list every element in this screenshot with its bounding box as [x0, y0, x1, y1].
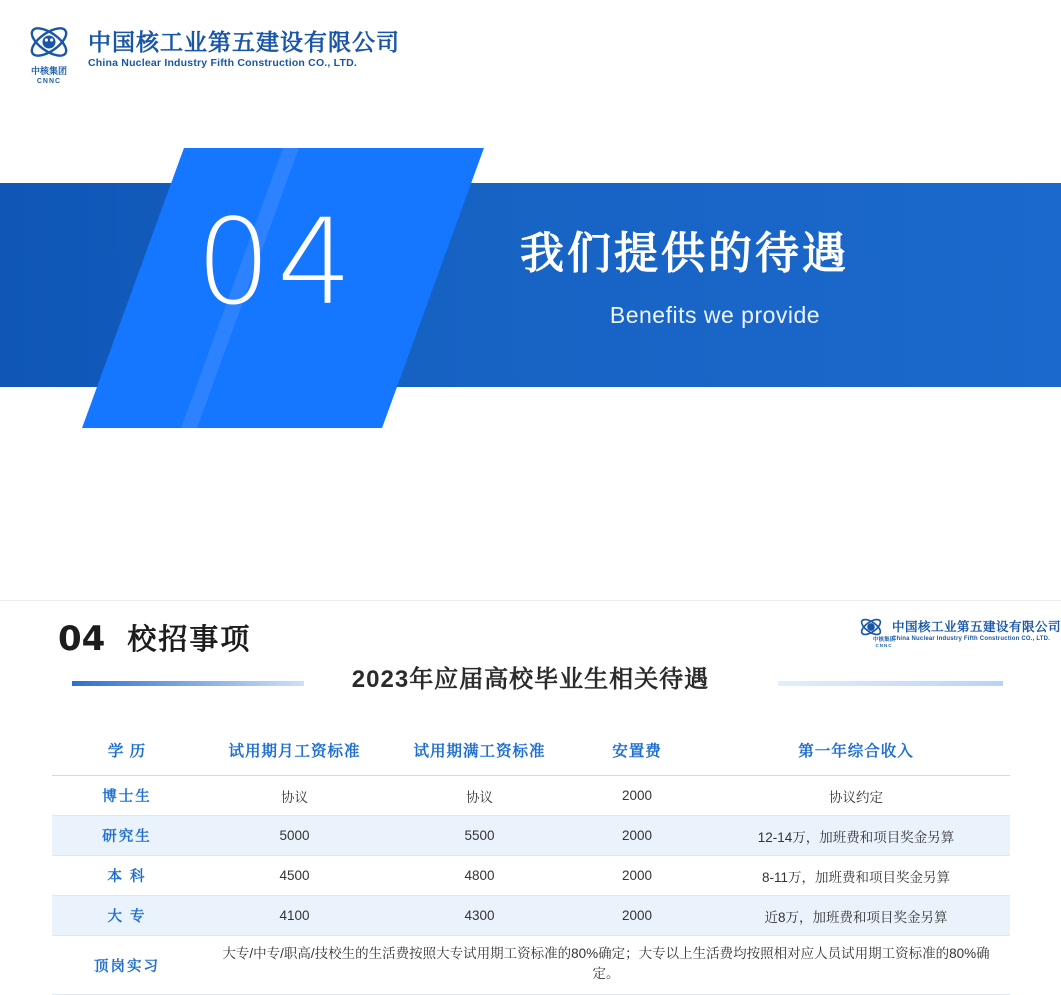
slide-subtitle: 2023年应届高校毕业生相关待遇 [351, 666, 710, 693]
table-header-cell: 第一年综合收入 [702, 729, 1010, 776]
section-title-cn: 我们提供的待遇 [520, 229, 849, 278]
logo-mark-cn: 中核集团 [30, 66, 67, 76]
table-row [52, 896, 1010, 936]
table-row [52, 776, 1010, 816]
cell-level: 顶岗实习 [52, 936, 202, 995]
table-header-row [52, 729, 1010, 776]
cnnc-atom-logo-icon-small [855, 615, 895, 648]
cell-first-year-income: 近8万，加班费和项目奖金另算 [702, 896, 1010, 936]
atom-icon-small [859, 615, 883, 639]
cell-post-probation-salary: 4800 [387, 856, 572, 896]
slide-heading [58, 621, 251, 657]
logo-mark-en-small: CNNC [875, 643, 893, 648]
corner-company-logo [855, 615, 1061, 647]
slide-title: 校招事项 [127, 624, 252, 656]
atom-icon [27, 20, 71, 64]
table-header-cell: 试用期满工资标准 [387, 729, 572, 776]
benefits-table [52, 729, 1010, 995]
cell-settlement-fee: 2000 [572, 856, 702, 896]
cnnc-atom-logo-icon [20, 20, 78, 85]
cell-level: 研究生 [52, 816, 202, 856]
cell-probation-salary: 5000 [202, 816, 387, 856]
cell-settlement-fee: 2000 [572, 816, 702, 856]
cell-post-probation-salary: 5500 [387, 816, 572, 856]
cell-settlement-fee: 2000 [572, 776, 702, 816]
corner-logo-text-block [892, 620, 1061, 643]
table-row [52, 816, 1010, 856]
cell-probation-salary: 4500 [202, 856, 387, 896]
cell-settlement-fee: 2000 [572, 896, 702, 936]
logo-text-block [88, 29, 400, 70]
logo-mark-en: CNNC [36, 78, 62, 85]
table-row [52, 856, 1010, 896]
company-name-cn: 中国核工业第五建设有限公司 [88, 28, 400, 55]
company-name-en: China Nuclear Industry Fifth Construction CO., LTD. [88, 56, 358, 69]
cell-internship-note: 大专/中专/职高/技校生的生活费按照大专试用期工资标准的80%确定；大专以上生活费均按照相对应人员试用期工资标准的80%确定。 [202, 936, 1010, 995]
cell-first-year-income: 8-11万，加班费和项目奖金另算 [702, 856, 1010, 896]
table-header-cell: 试用期月工资标准 [202, 729, 387, 776]
cell-post-probation-salary: 协议 [387, 776, 572, 816]
cell-first-year-income: 协议约定 [702, 776, 1010, 816]
cell-probation-salary: 4100 [202, 896, 387, 936]
corner-company-name-en: China Nuclear Industry Fifth Construction CO., LTD. [891, 635, 1051, 642]
section-number: 04 [196, 193, 359, 331]
benefits-table-slide [0, 600, 1061, 983]
cell-post-probation-salary: 4300 [387, 896, 572, 936]
slide-number: 04 [58, 619, 106, 659]
company-logo [20, 20, 400, 85]
cell-probation-salary: 协议 [202, 776, 387, 816]
corner-company-name-cn: 中国核工业第五建设有限公司 [891, 619, 1061, 634]
cell-level: 本 科 [52, 856, 202, 896]
cell-level: 博士生 [52, 776, 202, 816]
table-header-cell: 学 历 [52, 729, 202, 776]
section-title-en: Benefits we provide [609, 302, 821, 328]
table-row-footer [52, 936, 1010, 995]
table-header-cell: 安置费 [572, 729, 702, 776]
logo-mark-cn-small: 中核集团 [872, 637, 895, 643]
cell-level: 大 专 [52, 896, 202, 936]
cell-first-year-income: 12-14万，加班费和项目奖金另算 [702, 816, 1010, 856]
